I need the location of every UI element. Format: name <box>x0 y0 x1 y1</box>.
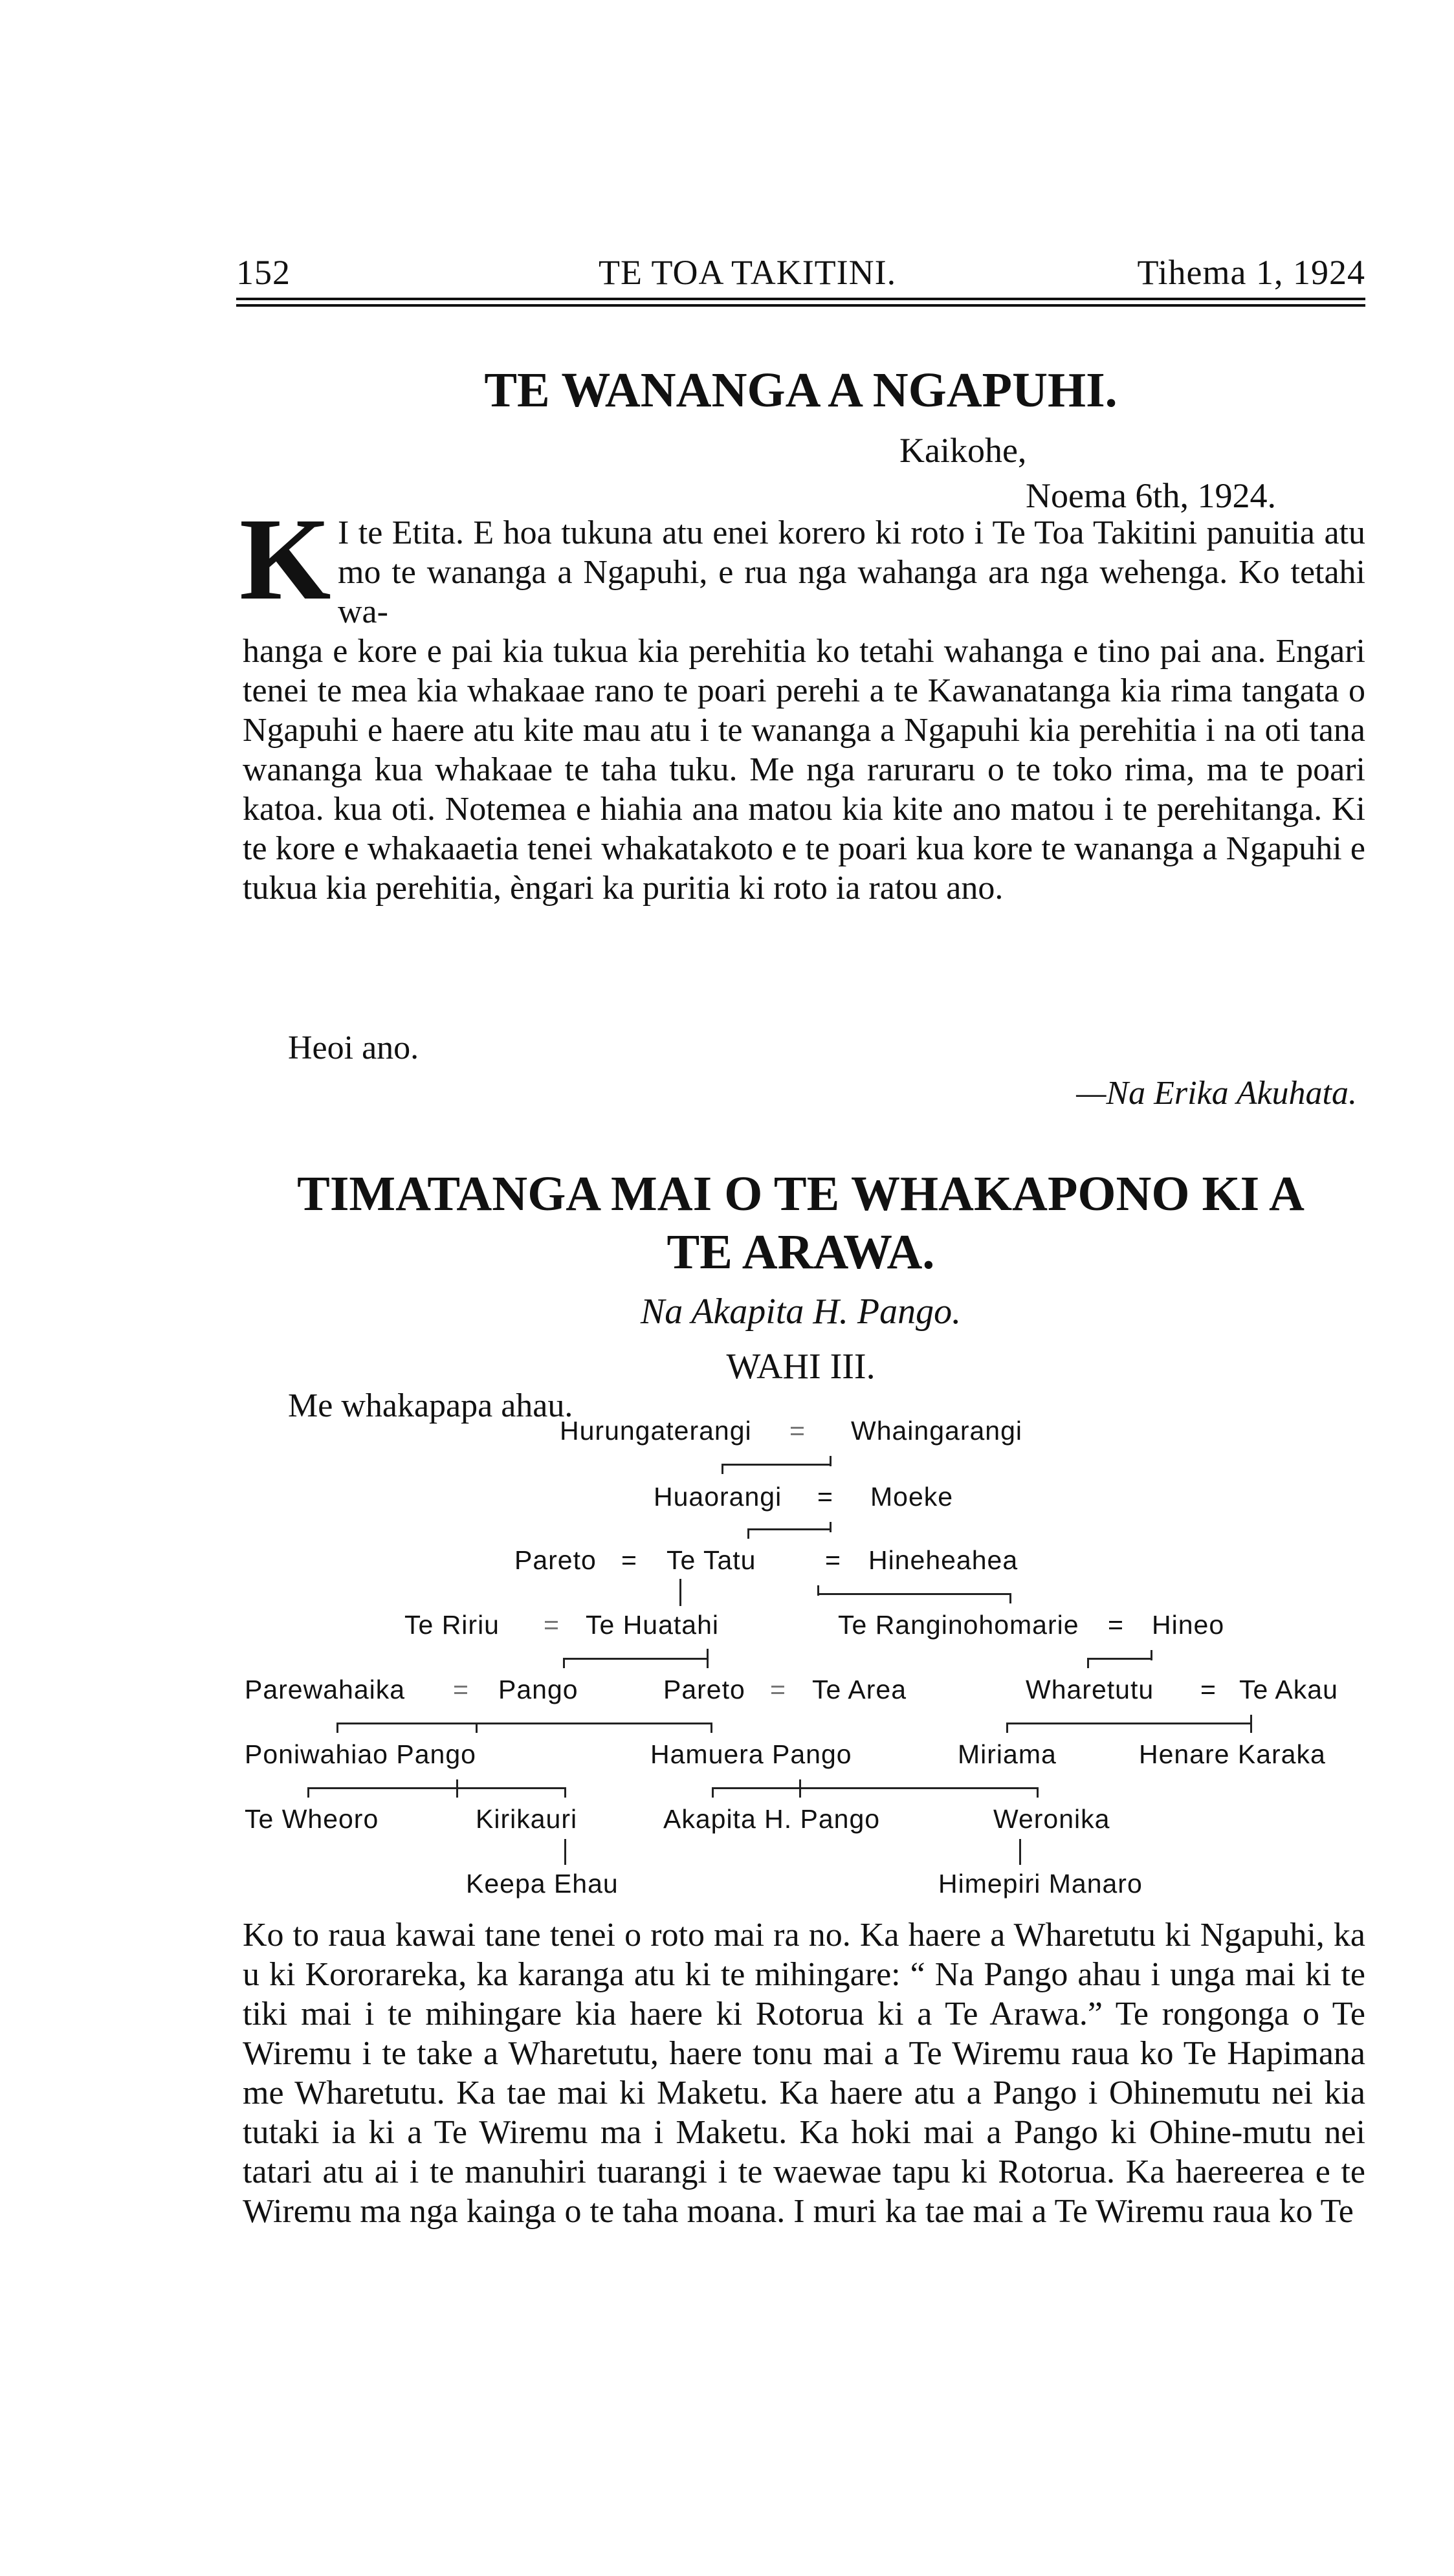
tree-line <box>712 1787 714 1798</box>
tree-marriage: = <box>817 1482 833 1512</box>
tree-line <box>679 1579 681 1606</box>
tree-line <box>817 1593 1011 1595</box>
tree-name: Pareto <box>663 1675 745 1704</box>
tree-name: Te Ririu <box>404 1610 500 1640</box>
article-author: Na Akapita H. Pango. <box>640 1292 962 1332</box>
tree-name: Himepiri Manaro <box>938 1869 1143 1899</box>
tree-name: Hamuera Pango <box>650 1739 852 1769</box>
tree-name: Te Ranginohomarie <box>838 1610 1079 1640</box>
tree-name: Hurungaterangi <box>560 1416 752 1446</box>
tree-marriage: = <box>621 1545 637 1575</box>
tree-name: Te Area <box>812 1675 907 1704</box>
tree-marriage: = <box>789 1416 806 1446</box>
tree-line <box>1006 1723 1252 1724</box>
tree-marriage: = <box>1108 1610 1124 1640</box>
tree-line <box>707 1649 709 1668</box>
tree-line <box>830 1456 832 1466</box>
tree-name: Parewahaika <box>245 1675 406 1704</box>
tree-line <box>1019 1839 1021 1865</box>
tree-name: Te Tatu <box>666 1545 756 1575</box>
article-body-text: Ko to raua kawai tane tenei o roto mai ra no. Ka haere a Wharetutu ki Ngapuhi, ka u ki Kororareka, ka karanga atu ki te mihingare: “ Na Pango ahau i unga mai ki te tiki mai i te mihingare kia haere ki Rotorua ki a Te Arawa.” Te rongonga o Te Wiremu i te take a Wharetutu, haere tonu mai a Te Wiremu raua ko Te Hapimana me Wharetutu. Ka tae mai ki Maketu. Ka haere atu a Pango i Ohinemutu nei kia tutaki ia ki a Te Wiremu ma i Maketu. Ka hoki mai a Pango ki Ohine-mutu nei tatari atu ai i te manuhiri tuarangi i te waewae tapu ki Rotorua. Ka haereerea e te Wiremu ma nga kainga o te taha moana. I muri ka tae mai a Te Wiremu raua ko Te <box>243 1917 1365 2230</box>
tree-line <box>456 1779 458 1798</box>
letter-place: Kaikohe, <box>899 431 1027 470</box>
tree-name: Whaingarangi <box>851 1416 1022 1446</box>
tree-line <box>1087 1658 1152 1660</box>
tree-name: Miriama <box>958 1739 1057 1769</box>
tree-line <box>563 1658 565 1668</box>
tree-line <box>564 1787 566 1798</box>
tree-name: Pareto <box>514 1545 597 1575</box>
tree-line <box>712 1787 1039 1789</box>
tree-line <box>721 1464 832 1466</box>
letter-date: Noema 6th, 1924. <box>1026 476 1276 515</box>
tree-name: Akapita H. Pango <box>663 1804 881 1834</box>
article-title-line-2: TE ARAWA. <box>666 1225 935 1279</box>
tree-line <box>307 1787 566 1789</box>
tree-name: Pango <box>498 1675 578 1704</box>
letter-body-text: hanga e kore e pai kia tukua kia perehitia ko tetahi wahanga e tino pai ana. Engari tenei te mea kia whakaae rano te poari perehi a te Kawanatanga kia rima tangata o Ngapuhi e haere atu kite mau atu i te wananga a Ngapuhi kia perehitia i na oti tana wananga kua whakaae te taha tuku. Me nga raruraru o te toko rima, ma te poari katoa. kua oti. Notemea e hiahia ana matou kia kite ano matou i te perehitanga. Ki te kore e whakaaetia tenei whakatakoto e te poari kua kore te wananga a Ngapuhi e tukua kia perehitia, èngari ka puritia ki roto ia ratou ano. <box>243 633 1365 907</box>
tree-name: Poniwahiao Pango <box>245 1739 476 1769</box>
tree-line <box>747 1528 832 1530</box>
tree-name: Te Wheoro <box>245 1804 379 1834</box>
letter-opening-text: I te Etita. E hoa tukuna atu enei korero ki roto i Te Toa Takitini panuitia atu mo te wananga a Ngapuhi, e rua nga wahanga ara nga wehenga. Ko tetahi wa- <box>338 514 1365 630</box>
tree-name: Huaorangi <box>654 1482 782 1512</box>
tree-line <box>307 1787 309 1798</box>
tree-line <box>564 1839 566 1865</box>
tree-line <box>336 1723 712 1724</box>
tree-marriage: = <box>544 1610 560 1640</box>
tree-line <box>747 1528 749 1539</box>
tree-line <box>476 1723 478 1733</box>
tree-line <box>336 1723 338 1733</box>
tree-line <box>830 1522 832 1532</box>
drop-cap: K <box>239 494 331 624</box>
tree-name: Moeke <box>870 1482 954 1512</box>
tree-line <box>1006 1723 1008 1733</box>
page-number: 152 <box>236 253 291 292</box>
article-title-wananga: TE WANANGA A NGAPUHI. <box>484 363 1118 417</box>
tree-line <box>1037 1787 1039 1798</box>
tree-line <box>1151 1650 1152 1660</box>
tree-line <box>1087 1658 1089 1668</box>
tree-name: Weronika <box>993 1804 1110 1834</box>
tree-line <box>563 1658 709 1660</box>
tree-line <box>799 1779 801 1798</box>
tree-name: Hineheahea <box>868 1545 1019 1575</box>
article-part: WAHI III. <box>726 1347 876 1387</box>
tree-line <box>817 1585 819 1596</box>
publication-title: TE TOA TAKITINI. <box>599 253 897 292</box>
tree-line <box>721 1464 723 1474</box>
tree-marriage: = <box>1200 1675 1217 1704</box>
tree-marriage: = <box>453 1675 469 1704</box>
tree-line <box>1009 1593 1011 1603</box>
tree-name: Keepa Ehau <box>466 1869 619 1899</box>
tree-name: Hineo <box>1152 1610 1225 1640</box>
genealogy-intro: Me whakapapa ahau. <box>288 1387 573 1424</box>
tree-line <box>710 1723 712 1733</box>
tree-name: Te Akau <box>1239 1675 1338 1704</box>
letter-signature: —Na Erika Akuhata. <box>1076 1075 1357 1112</box>
tree-name: Te Huatahi <box>586 1610 720 1640</box>
article-title-line-1: TIMATANGA MAI O TE WHAKAPONO KI A <box>297 1167 1305 1221</box>
tree-line <box>1250 1715 1252 1733</box>
tree-name: Kirikauri <box>476 1804 578 1834</box>
tree-name: Wharetutu <box>1026 1675 1154 1704</box>
letter-signoff: Heoi ano. <box>288 1029 419 1066</box>
tree-marriage: = <box>770 1675 786 1704</box>
tree-name: Henare Karaka <box>1139 1739 1326 1769</box>
tree-marriage: = <box>825 1545 841 1575</box>
issue-date: Tihema 1, 1924 <box>1137 253 1365 292</box>
